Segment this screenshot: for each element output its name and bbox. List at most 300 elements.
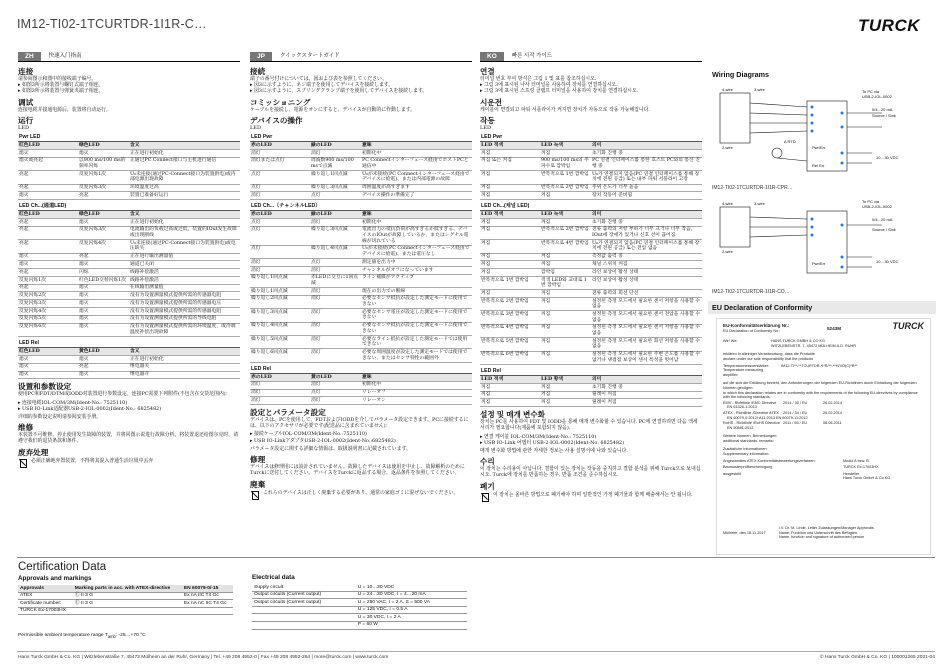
table-cell: 熄灭 — [78, 219, 129, 227]
table-cell: 반복적으로 3번 깜박임 — [480, 311, 540, 324]
table-cell: 라인 보상이 활성 상태 — [591, 276, 702, 289]
section-heading: 시운전 — [480, 97, 503, 107]
table-row — [480, 149, 702, 157]
section-heading: コミッショニング — [250, 97, 311, 107]
crossed-bin-icon — [480, 492, 489, 501]
table-cell: 繰り返し1回点滅 — [250, 288, 310, 296]
table-cell: ライン補償がアクティブ — [361, 274, 472, 287]
led-table-header — [480, 142, 702, 150]
ambient-temperature: Permissible ambient temperature range $T_{amb}$: -25…+70 °C — [18, 633, 146, 639]
table-cell: 現在の出力での断線 — [361, 288, 472, 296]
led-title-cell: LED Rel — [18, 339, 240, 348]
led-title-cell: LED Ch...(通道LED) — [18, 202, 240, 211]
header-cell: 意味 — [361, 142, 472, 150]
table-row — [18, 607, 233, 615]
table-cell: 반복적으로 3번 깜박임 — [540, 184, 591, 192]
table-cell: 켜짐 — [480, 290, 540, 298]
section-heading: 연결 — [480, 67, 495, 76]
section-heading: 폐기 — [480, 481, 495, 491]
table-cell: 繰り返し5回点滅 — [250, 336, 310, 349]
doc-paragraph-en: to which this declaration relates are in conformity with the requirements of the following EU-directives by compliance with the following standards: — [723, 390, 918, 400]
header-cell: 含义 — [129, 211, 240, 219]
table-row — [250, 349, 472, 362]
table-cell: U₀が未接続(PC Connectインターフェース経由でデバイスに給電)、または内部電源の故障 — [361, 171, 472, 184]
doc-place-date: Mülheim, den 18.11.2017 — [723, 531, 766, 536]
accessory-list: ▸ 연결 케이블 IOL-COM/3M(Ident-No.: 7525110) ▸ USB IO-Link 어댑터 USB-2-IOL-0002(Ident-No. 6825482) — [480, 433, 625, 446]
table-cell: 전류 출력의 회선 단선 — [591, 290, 702, 298]
disposal-text: 이 장치는 올바른 방법으로 폐기해야 하며 일반적인 가정 폐기물과 함께 배출해서는 안 됩니다. — [493, 491, 693, 498]
table-cell: 点灯 — [310, 389, 361, 397]
table-row — [18, 308, 240, 316]
table-cell: 亮起 — [18, 184, 78, 192]
doc-product: IM12-TI**-**TCURTDR-*I*R/**-**H/VO(C)*R** — [781, 363, 858, 368]
table-row — [250, 226, 472, 245]
wiring-diagrams-title: Wiring Diagrams — [712, 70, 770, 79]
table-cell: 消灯 — [250, 389, 310, 397]
doc-directive-cell: ATEX - Richtlinie /Directive ATEX — [723, 410, 779, 415]
table-row — [250, 309, 472, 322]
crossed-bin-icon — [250, 490, 259, 499]
led-table — [18, 339, 240, 379]
turck-logo: TURCK — [858, 16, 920, 35]
electrical-data-table — [252, 584, 467, 630]
table-cell: 켜짐 — [480, 226, 540, 239]
table-cell: 闪烁 — [78, 269, 129, 277]
section-text: 장치는 PC를 사용하여 FDT 및 IODD을 통해 매개 변수화할 수 있습니다. PC에 연결하려면 다음 액세서리가 필요합니다(제품에 포함되지 않음). — [480, 419, 698, 432]
table-cell: 꺼짐 — [540, 399, 591, 407]
lang-tag: ZH — [18, 52, 41, 61]
led-table — [480, 133, 702, 200]
led-table-header — [480, 376, 702, 384]
diagram-label: A RTD — [784, 139, 796, 144]
table-cell: 点灯 — [250, 226, 310, 245]
table-cell: 亮起 — [78, 192, 129, 200]
diagram-label: To PC via — [862, 199, 880, 204]
table-row — [480, 261, 702, 269]
header-cell: 意味 — [361, 373, 472, 381]
table-cell: P = 60 W — [356, 621, 467, 629]
diagram-label: USB-2-IOL-0002 — [862, 204, 892, 209]
table-row — [18, 371, 240, 379]
led-table-header — [480, 211, 702, 219]
table-cell: 반복적으로 1번 깜박임 — [480, 276, 540, 289]
table-row — [18, 226, 240, 239]
table-cell — [252, 606, 356, 614]
table-cell: 릴레이 꺼짐 — [591, 391, 702, 399]
section-text: 터미널 번호 부여 방식은 그림 1 및 표를 참조하십시오. ▸ 그림 3에 표시된 나사 터미널을 사용하여 장치를 연결하십시오. ▸ 그림 3에 표시된 스프링 클램프 터미널을 사용하여 장치를 연결하십시오. — [480, 76, 639, 95]
doc-directive-standard: EN 60079-0:2012+A11:2013 EN 60079-11:2012 — [727, 415, 808, 420]
accessory-list: ▸ 接続ケーブルIOL-COM/3M(Ident-No.:7525110) ▸ USB IO-LinkアダプタUSB-2-IOL-0002(Ident-No.:6825482) — [250, 431, 396, 444]
table-row — [18, 592, 233, 600]
table-row — [18, 171, 240, 184]
header-cell: 赤のLED — [250, 142, 310, 150]
table-cell: 消灯 — [310, 349, 361, 362]
table-row — [18, 315, 240, 323]
diagram-label: 10…30 VDC — [876, 259, 899, 264]
diagram-label: Source / Sink — [872, 227, 896, 232]
table-cell: 켜짐 — [540, 192, 591, 200]
table-cell: 라인 보상이 활성 상태 — [591, 269, 702, 277]
table-cell: Certificate number: — [18, 600, 73, 608]
table-cell: 消灯 — [310, 381, 361, 389]
header-cell: LED 적색 — [480, 142, 540, 150]
section-text: 端子の番号付けについては、図および表を参照してください。 ▸ 図3に示すように、ネジ端子を使用してデバイスを接続します。 ▸ 図3に示すように、スプリングクランプ端子を使用してデバイスを接続します。 — [250, 76, 428, 95]
table-cell: 必要なセンサ抵抗が設定した測定モードに使用できない — [361, 322, 472, 335]
table-cell: U₀未连接(通过PC-Connect接口为装置供电)或电压缺失 — [129, 240, 240, 253]
table-cell: 반복적으로 2번 깜박임 — [480, 298, 540, 311]
table-cell: 反复闪烁6次 — [18, 323, 78, 336]
table-row — [18, 261, 240, 269]
table-cell: Supply circuit — [252, 584, 356, 591]
disposal-note — [18, 458, 240, 467]
table-row — [480, 157, 702, 170]
led-table-title — [480, 133, 702, 142]
header-cell: 赤のLED — [250, 211, 310, 219]
table-row — [480, 338, 702, 351]
table-cell: 꺼짐 — [540, 298, 591, 311]
table-cell: 亮起 — [18, 284, 78, 292]
table-cell: 正通过PC Connect接口与主机进行通信 — [129, 157, 240, 170]
table-cell: 전류 출력의 저항 부하가 너무 크거나 너무 작음, IOut에 장애가 있거나 신호 선이 끊어짐 — [591, 226, 702, 239]
table-cell: 点灯 — [250, 184, 310, 192]
doc-ex-issuer-label: ausgestellt — [723, 471, 742, 476]
led-table-title — [18, 133, 240, 142]
table-cell: デバイス操作の準備完了 — [361, 192, 472, 200]
diagram-label: 10…30 VDC — [876, 155, 899, 160]
header-cell: 红色LED — [18, 211, 78, 219]
table-cell: 熄灭 — [78, 323, 129, 336]
table-row — [250, 397, 472, 405]
diagram-label: 3-wire — [754, 201, 765, 206]
section-heading: デバイスの操作 — [250, 115, 303, 125]
table-row — [250, 219, 472, 227]
table-cell: 반복적으로 1번 깜박임 — [540, 171, 591, 184]
table-cell: 环境温度过高 — [129, 184, 240, 192]
disposal-note — [250, 490, 472, 499]
table-cell: 周波数900 ms/100 msで点滅 — [310, 157, 361, 170]
diagram-label: 2-wire — [722, 145, 733, 150]
table-cell: 熄灭 — [78, 149, 129, 157]
section-text: 매개 변수화 방법에 관한 자세한 정보는 사용 설명서에 나와 있습니다. — [480, 448, 628, 455]
lang-title: 快速入门指南 — [48, 53, 82, 60]
table-cell: 熄灭 — [18, 363, 78, 371]
header-cell: LED 녹색 — [540, 142, 591, 150]
table-row — [18, 355, 240, 363]
table-cell: 繰り返し2回点滅 — [250, 295, 310, 308]
table-cell: 消灯 — [310, 149, 361, 157]
table-cell: Ⓔ II 3 G — [73, 592, 182, 600]
approvals-title: Approvals and markings — [18, 575, 92, 582]
table-cell: 电流输出的负载过高或过低，装置的IOut发生故障或出现断线 — [129, 226, 240, 239]
lang-tag: JP — [250, 52, 272, 61]
table-row — [18, 149, 240, 157]
header-cell: LED 황색 — [540, 376, 591, 384]
doc-paragraph: auf die sich die Erklärung bezieht, den Anforderungen der folgenden EU-Richtlinien durch Einhaltung der folgenden Normen genügen: — [723, 381, 917, 390]
table-cell: 꺼짐 — [480, 399, 540, 407]
table-row — [250, 274, 472, 287]
table-cell: 亮起 — [18, 219, 78, 227]
table-cell: 消灯 — [310, 322, 361, 335]
table-cell: 在线输出测量值 — [129, 284, 240, 292]
diagram-label: Pwr/Err — [812, 145, 826, 150]
led-table-title — [18, 202, 240, 211]
doc-directive-cell: 2014 / 34 / EU — [783, 410, 808, 415]
table-cell: 반복적으로 6번 깜박임 — [480, 351, 540, 364]
diagram-label: Pwr/Err — [812, 261, 826, 266]
section-heading: 接続 — [250, 67, 266, 76]
doc-ex-label-en: Supplementary information: — [723, 452, 770, 457]
header-cell: Marking parts in acc. with ATEX-directive — [73, 585, 182, 592]
table-cell: 没有为设置测量模式提供所需的传感器电阻 — [129, 308, 240, 316]
led-title-cell: LED Ch...（チャンネルLED） — [250, 202, 472, 211]
doc-issuer-label: Wir/ We: — [723, 339, 738, 344]
table-cell: 装置已准备好运行 — [129, 192, 240, 200]
table-cell: 熄灭 — [78, 261, 129, 269]
table-cell: 電流出力の抵抗負荷が高すぎるか低すぎる、デバイスのIOutが故障しているか、またはシグナル電線が切れている — [361, 226, 472, 245]
table-cell: 장치 작동이 준비됨 — [591, 192, 702, 200]
doc-directive-standard: EN 50581:2012 — [727, 425, 754, 430]
diagram-label: Rel Err — [812, 163, 825, 168]
section-text: デバイスは、PCを使用して、FDTおよびIODDを介してパラメータ設定できます。PCに接続するには、以下のアクセサリが必要です(配送品に含まれていません)： — [250, 417, 469, 430]
table-cell: Ⓔ II 3 G — [73, 600, 182, 608]
doc-signer-role: Name, Funktion und Unterschrift des Befugten — [779, 530, 858, 535]
led-table-title — [480, 367, 702, 376]
diagram-label: Source / Sink — [872, 113, 896, 118]
doc-signer-role-en: Name, function and signature of authorized person — [779, 535, 865, 540]
table-cell: 켜짐 — [540, 391, 591, 399]
doc-issuer-row — [723, 339, 924, 348]
table-cell: 正在进行初始化 — [129, 355, 240, 363]
doc-ex-label: Zusätzliche Informationen: — [723, 447, 768, 452]
table-cell: 必要なライン抵抗が設定した測定モードでは使用できない — [361, 336, 472, 349]
table-cell: 周囲温度が高すぎます — [361, 184, 472, 192]
section-heading: 수리 — [480, 457, 495, 467]
header-cell: LED 적색 — [480, 211, 540, 219]
table-cell: 亮起 — [78, 253, 129, 261]
lang-tag: KO — [480, 52, 504, 61]
table-row — [250, 381, 472, 389]
header-cell: 의미 — [591, 142, 702, 150]
table-cell: 点灯 — [250, 171, 310, 184]
table-cell: 繰り返し1回点滅 — [310, 171, 361, 184]
eu-declaration-document — [716, 318, 931, 555]
table-cell: 线路补偿激活 — [129, 269, 240, 277]
table-cell: 꺼짐 — [540, 290, 591, 298]
table-cell: 꺼짐 — [480, 253, 540, 261]
table-row — [480, 276, 702, 289]
table-row — [18, 192, 240, 200]
doc-ex-cert-label: Angewandtes ATEX Konformitätsbewertungsverfahren: — [723, 458, 816, 463]
table-cell: 消灯 — [310, 309, 361, 322]
table-row — [252, 599, 467, 607]
wiring-diagram-1 — [712, 83, 932, 183]
table-cell: 꺼짐 — [540, 311, 591, 324]
document-title: IM12-TI02-1TCURTDR-1I1R-C… — [17, 17, 207, 31]
table-cell: 初期化中 — [361, 219, 472, 227]
table-cell: 反复闪烁1次 — [78, 171, 129, 184]
table-cell: 熄灭 — [18, 253, 78, 261]
led-table-header — [18, 142, 240, 150]
table-cell: 亮起 — [18, 240, 78, 253]
table-row — [18, 219, 240, 227]
led-table — [250, 133, 472, 200]
section-subheading: LED — [480, 124, 491, 131]
table-row — [250, 322, 472, 335]
led-table-header — [18, 211, 240, 219]
electrical-data-title: Electrical data — [252, 574, 295, 581]
table-cell: 주위 온도가 너무 높음 — [591, 184, 702, 192]
doc-product-label-en: Temperature measuring amplifier: — [723, 368, 764, 377]
table-cell: 消灯または点灯 — [250, 157, 310, 170]
led-title-cell: LED Pwr — [480, 133, 702, 142]
table-cell: 熄灭或亮起 — [18, 157, 78, 170]
led-title-cell: Pwr LED — [18, 133, 240, 142]
table-cell: 点灯 — [250, 219, 310, 227]
table-cell: Ex nA IIC T4 Gc — [182, 592, 233, 600]
table-cell: 消灯 — [250, 381, 310, 389]
table-row — [250, 295, 472, 308]
disposal-text: これらのデバイスは正しく廃棄する必要があり、通常の家庭ゴミに混ぜないでください。 — [263, 489, 459, 496]
table-cell: 初期化中 — [361, 381, 472, 389]
header-cell: 緑のLED — [310, 211, 361, 219]
table-cell: 消灯 — [310, 219, 361, 227]
table-cell: 消灯 — [250, 397, 310, 405]
table-cell: PC Connectインターフェース経由でホストPCと通信中 — [361, 157, 472, 170]
section-text: 이 장치는 수리용이 아닙니다. 결함이 있는 장치는 작동을 중지하고 결함 분석을 위해 Turck으로 보내십시오. Turck에 장치를 반품하는 경우, 반품 조건을 준수하십시오. — [480, 466, 701, 479]
table-cell: 亮起 — [18, 171, 78, 184]
eu-declaration-title: EU Declaration of Conformity — [708, 301, 936, 314]
doc-issuer: HANS TURCK GMBH & CO KG — [771, 339, 825, 344]
table-cell: 消灯 — [310, 288, 361, 296]
table-row — [18, 276, 240, 284]
table-cell: 꺼짐 — [480, 149, 540, 157]
table-cell: 繰り返し6回点滅 — [250, 349, 310, 362]
table-cell: 채널 스위치 꺼짐 — [591, 261, 702, 269]
table-cell: 反复闪烁5次 — [18, 315, 78, 323]
table-cell: 正在进行初始化 — [129, 149, 240, 157]
header-cell: 의미 — [591, 211, 702, 219]
table-cell: 以900 ms/100 ms的频率闪烁 — [78, 157, 129, 170]
table-cell: 赤LEDに交互に1回点滅 — [310, 274, 361, 287]
table-cell: 没有为设置测量模式提供所需的环境温度，或冷端温度补偿出现故障 — [129, 323, 240, 336]
led-table — [480, 202, 702, 365]
section-divider — [17, 557, 935, 558]
table-cell: 초기화 진행 중 — [591, 219, 702, 227]
approvals-header — [18, 585, 233, 592]
table-cell: 消灯 — [310, 397, 361, 405]
diagram-label: 4-wire — [722, 201, 733, 206]
doc-ex-body-value: TURCK Ex-17003HX — [843, 465, 879, 470]
section-heading: 调试 — [18, 97, 34, 107]
table-cell: 反复闪烁2次 — [18, 292, 78, 300]
table-row — [480, 226, 702, 239]
doc-signer: i.V. Dr. M. Linde, Leiter Zulassungen/Manager Approvals — [779, 526, 874, 531]
table-cell: 반복적으로 3번 깜박임 — [540, 226, 591, 239]
right-column — [708, 52, 936, 555]
table-cell: 反复闪烁3次 — [78, 184, 129, 192]
table-cell: 继电器关 — [129, 363, 240, 371]
table-cell: 繰り返し3回点滅 — [250, 309, 310, 322]
header-cell: 红色LED — [18, 142, 78, 150]
section-subheading: LED — [18, 124, 29, 131]
accessory-list: ▸ 连接电缆IOL-COM/3M(Ident-No.: 7525110) ▸ USB IO-Link适配器USB-2-IOL-0002(Ident-No.: 6825482) — [18, 399, 162, 412]
doc-ex-issuer-row — [723, 472, 924, 481]
table-cell: U₀が未接続(PC Connectインターフェース経由でデバイスに給電)、または電圧なし — [361, 245, 472, 258]
table-cell: U₀가 연결되지 않음(PC 연결 인터페이스를 통해 장치에 전원 공급) 또는 전압 없음 — [591, 240, 702, 253]
table-cell: 亮起 — [18, 226, 78, 239]
table-row — [250, 192, 472, 200]
doc-title: EU-Konformitätserklärung Nr.: — [723, 323, 790, 328]
section-heading: 修理 — [250, 455, 266, 465]
table-cell: 没有为设置测量模式提供所需的传感器电压 — [129, 300, 240, 308]
table-row — [480, 391, 702, 399]
table-cell: 线路补偿激活 — [129, 276, 240, 284]
diagram-label: 0/4...20 mA — [872, 107, 893, 112]
table-cell: 꺼짐 — [540, 261, 591, 269]
led-table — [18, 133, 240, 200]
table-cell: 900 ms/100 ms의 주파수로 깜박임 — [540, 157, 591, 170]
table-row — [252, 621, 467, 629]
doc-ex-cert-row — [723, 459, 924, 464]
section-heading: 设置和参数设定 — [18, 382, 72, 392]
led-table-header — [250, 211, 472, 219]
table-cell: 꺼짐 — [540, 149, 591, 157]
section-text: 케이블이 연결되고 파워 서플라이가 켜지면 장치가 자동으로 작동 가능해집니다. — [480, 106, 650, 113]
doc-extra-label-en: additional standards, remarks: — [723, 438, 774, 443]
column-ko — [480, 52, 702, 552]
header-cell: 含义 — [129, 142, 240, 150]
table-row — [250, 245, 472, 258]
table-cell: 反复闪烁3次 — [78, 226, 129, 239]
table-cell: PC 연결 인터페이스를 통한 호스트 PC와의 통신 진행 중 — [591, 157, 702, 170]
doc-ex-issuer-address: Hans Turck GmbH & Co.KG — [843, 476, 891, 481]
section-text: 本装置不可维修。停止使用发生故障的装置，并将回图示说进行故障分析。将装置退还给图尔克时，请遵守我们的退货条款和条件。 — [18, 432, 239, 445]
table-cell: U = 10…30 VDC — [356, 584, 467, 591]
certification-title: Certification Data — [18, 561, 107, 573]
doc-number: 5243M — [827, 326, 842, 331]
doc-directive-cell: RoHS - Richtlinie /RoHS Directive — [723, 421, 780, 426]
led-title-cell: LED Rel — [480, 367, 702, 376]
table-row — [18, 184, 240, 192]
section-heading: 設定とパラメータ設定 — [250, 408, 326, 418]
table-cell: 反复闪烁4次 — [18, 308, 78, 316]
diagram-label: To PC via — [862, 89, 880, 94]
table-row — [18, 253, 240, 261]
table-row — [252, 614, 467, 622]
table-row — [480, 351, 702, 364]
table-cell: 消灯 — [250, 192, 310, 200]
header-cell: 赤のLED — [250, 373, 310, 381]
lang-header-zh — [18, 52, 240, 62]
table-row — [18, 269, 240, 277]
header-cell: LED 적색 — [480, 376, 540, 384]
table-row — [250, 149, 472, 157]
table-row — [480, 184, 702, 192]
doc-product-label: Temperaturmessverstärker: — [723, 363, 770, 368]
disposal-text: 必须正确地弃置装置，不得将其混入普通生活垃圾中丢弃 — [31, 457, 154, 464]
doc-logo: TURCK — [892, 321, 924, 331]
table-cell: 熄灭 — [78, 355, 129, 363]
table-cell: 초기화 진행 중 — [591, 149, 702, 157]
table-row — [18, 300, 240, 308]
table-cell: 消灯 — [250, 266, 310, 274]
table-row — [480, 324, 702, 337]
table-cell: 没有为设置测量模式提供所需的传感器电阻 — [129, 292, 240, 300]
table-cell: 꺼짐 — [540, 338, 591, 351]
disposal-note — [480, 492, 702, 501]
lang-title: クイックスタートガイド — [279, 53, 340, 60]
table-cell: 켜짐 — [480, 171, 540, 184]
